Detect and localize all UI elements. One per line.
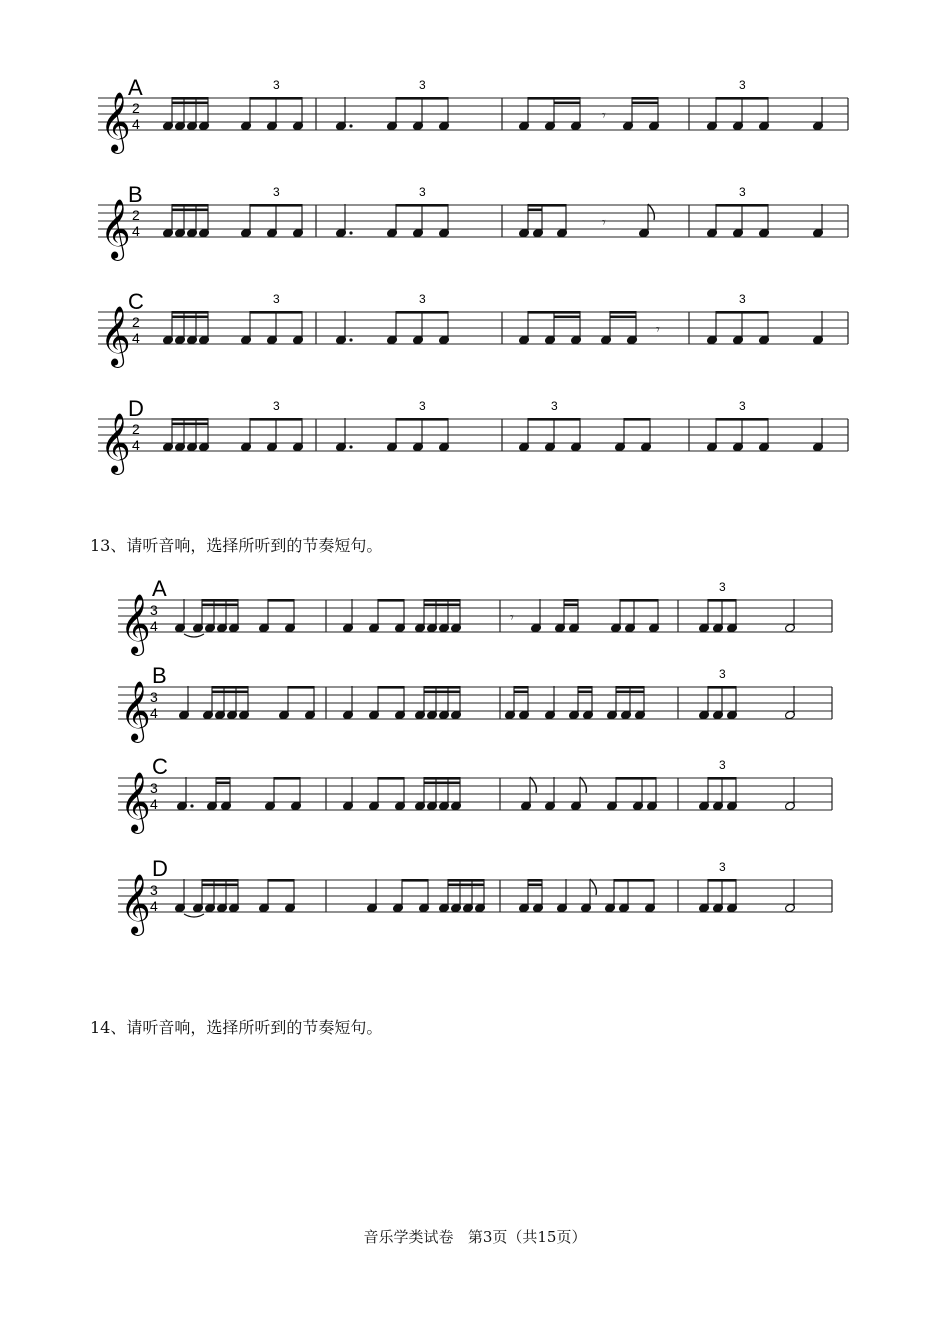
option-label: A — [152, 576, 167, 601]
eighth-rest-icon: 𝄾 — [602, 215, 606, 231]
eighth-rest-icon: 𝄾 — [510, 610, 514, 626]
beam — [554, 316, 580, 319]
question-13: 13、请听音响，选择所听到的节奏短句。 — [90, 536, 383, 555]
ex12-option-C — [98, 289, 848, 368]
triplet-mark: 3 — [273, 185, 280, 199]
time-signature-bottom: 4 — [150, 796, 158, 812]
beam — [716, 204, 768, 207]
time-signature-top: 3 — [150, 882, 158, 898]
beam — [448, 884, 484, 887]
beam — [250, 204, 302, 207]
triplet-mark: 3 — [739, 185, 746, 199]
treble-clef-icon: 𝄞 — [100, 306, 131, 366]
tie — [184, 914, 204, 917]
beam — [716, 311, 768, 314]
ex13-option-C — [118, 754, 832, 834]
beam — [514, 691, 528, 694]
eighth-rest-icon: 𝄾 — [656, 322, 660, 338]
triplet-mark: 3 — [419, 292, 426, 306]
beam — [274, 777, 300, 780]
beam — [528, 311, 580, 314]
treble-clef-icon: 𝄞 — [120, 681, 151, 741]
beam — [172, 204, 208, 207]
ex12-option-D — [98, 396, 848, 475]
triplet-mark: 3 — [719, 667, 726, 681]
footer-page: 第3页（共15页） — [467, 1228, 587, 1246]
beam — [564, 599, 578, 602]
page-footer — [0, 1226, 950, 1247]
beam — [202, 599, 238, 602]
beam — [578, 686, 592, 689]
beam — [554, 102, 580, 105]
beam — [172, 311, 208, 314]
beam — [172, 209, 208, 212]
beam — [632, 97, 658, 100]
ex13-option-B — [118, 663, 832, 743]
dot — [349, 231, 352, 234]
dot — [349, 338, 352, 341]
beam — [172, 423, 208, 426]
beam — [172, 97, 208, 100]
beam — [528, 418, 580, 421]
time-signature-bottom: 4 — [132, 330, 140, 346]
beam — [202, 604, 238, 607]
beam — [396, 311, 448, 314]
triplet-mark: 3 — [739, 292, 746, 306]
option-label: D — [152, 856, 168, 881]
time-signature-bottom: 4 — [150, 898, 158, 914]
question-14: 14、请听音响，选择所听到的节奏短句。 — [90, 1018, 383, 1037]
option-label: D — [128, 396, 144, 421]
beam — [216, 782, 230, 785]
beam — [424, 686, 460, 689]
beam — [616, 686, 644, 689]
beam — [424, 691, 460, 694]
beam — [610, 316, 636, 319]
time-signature-top: 2 — [132, 421, 140, 437]
time-signature-bottom: 4 — [132, 437, 140, 453]
beam — [632, 102, 658, 105]
beam — [288, 686, 314, 689]
beam — [212, 686, 248, 689]
time-signature-top: 3 — [150, 780, 158, 796]
triplet-mark: 3 — [273, 399, 280, 413]
option-label: B — [128, 182, 143, 207]
beam — [268, 879, 294, 882]
eighth-rest-icon: 𝄾 — [602, 108, 606, 124]
beam — [610, 311, 636, 314]
beam — [402, 879, 428, 882]
treble-clef-icon: 𝄞 — [100, 92, 131, 152]
beam — [172, 102, 208, 105]
dot — [349, 445, 352, 448]
beam — [708, 599, 736, 602]
beam — [216, 777, 230, 780]
beam — [172, 316, 208, 319]
beam — [528, 204, 566, 207]
beam — [716, 418, 768, 421]
flag — [590, 879, 596, 895]
dot — [349, 124, 352, 127]
beam — [616, 691, 644, 694]
time-signature-top: 2 — [132, 100, 140, 116]
beam — [528, 884, 542, 887]
dot — [190, 804, 193, 807]
beam — [424, 777, 460, 780]
triplet-mark: 3 — [273, 78, 280, 92]
time-signature-top: 3 — [150, 689, 158, 705]
ex12-option-A — [98, 75, 848, 154]
beam — [172, 418, 208, 421]
beam — [378, 777, 404, 780]
footer-subject: 音乐学类试卷 — [363, 1228, 454, 1246]
beam — [396, 204, 448, 207]
beam — [378, 686, 404, 689]
triplet-mark: 3 — [739, 399, 746, 413]
treble-clef-icon: 𝄞 — [120, 772, 151, 832]
beam — [708, 777, 736, 780]
option-label: C — [128, 289, 144, 314]
treble-clef-icon: 𝄞 — [120, 594, 151, 654]
triplet-mark: 3 — [719, 860, 726, 874]
beam — [448, 879, 484, 882]
tie — [184, 634, 204, 637]
time-signature-bottom: 4 — [132, 223, 140, 239]
beam — [202, 879, 238, 882]
option-label: B — [152, 663, 167, 688]
beam — [716, 97, 768, 100]
beam — [624, 418, 650, 421]
beam — [250, 418, 302, 421]
beam — [250, 311, 302, 314]
beam — [250, 97, 302, 100]
beam — [514, 686, 528, 689]
ex12-option-B — [98, 182, 848, 261]
triplet-mark: 3 — [719, 580, 726, 594]
ex13-option-D — [118, 856, 832, 936]
triplet-mark: 3 — [419, 78, 426, 92]
triplet-mark: 3 — [719, 758, 726, 772]
time-signature-bottom: 4 — [150, 705, 158, 721]
beam — [708, 686, 736, 689]
option-label: A — [128, 75, 143, 100]
beam — [708, 879, 736, 882]
beam — [268, 599, 294, 602]
time-signature-bottom: 4 — [150, 618, 158, 634]
time-signature-bottom: 4 — [132, 116, 140, 132]
beam — [528, 97, 580, 100]
beam — [396, 97, 448, 100]
beam — [378, 599, 404, 602]
beam — [528, 879, 542, 882]
beam — [424, 782, 460, 785]
beam — [528, 209, 542, 212]
flag — [580, 777, 586, 793]
beam — [578, 691, 592, 694]
time-signature-top: 2 — [132, 314, 140, 330]
beam — [614, 879, 654, 882]
flag — [648, 204, 654, 220]
beam — [564, 604, 578, 607]
option-label: C — [152, 754, 168, 779]
beam — [396, 418, 448, 421]
treble-clef-icon: 𝄞 — [100, 199, 131, 259]
beam — [424, 599, 460, 602]
time-signature-top: 3 — [150, 602, 158, 618]
triplet-mark: 3 — [739, 78, 746, 92]
beam — [616, 777, 656, 780]
triplet-mark: 3 — [419, 185, 426, 199]
treble-clef-icon: 𝄞 — [120, 874, 151, 934]
ex13-option-A — [118, 576, 832, 656]
time-signature-top: 2 — [132, 207, 140, 223]
triplet-mark: 3 — [419, 399, 426, 413]
triplet-mark: 3 — [273, 292, 280, 306]
beam — [424, 604, 460, 607]
flag — [530, 777, 536, 793]
triplet-mark: 3 — [551, 399, 558, 413]
beam — [212, 691, 248, 694]
treble-clef-icon: 𝄞 — [100, 413, 131, 473]
beam — [620, 599, 658, 602]
beam — [202, 884, 238, 887]
